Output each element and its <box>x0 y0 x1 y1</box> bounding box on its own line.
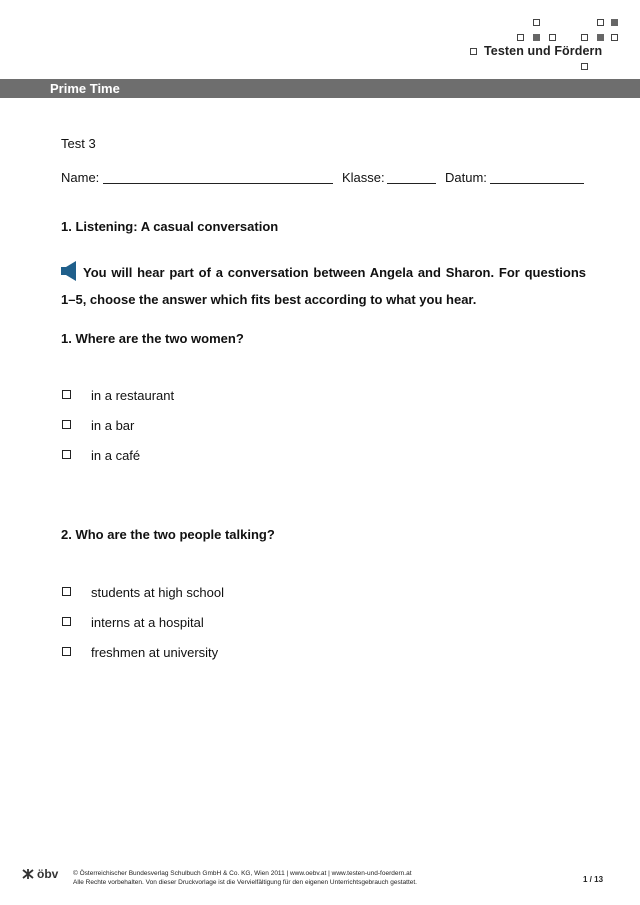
logo-text: Testen und Fördern <box>484 44 603 58</box>
speaker-icon <box>61 261 77 288</box>
name-label: Name: <box>61 170 100 185</box>
q2-option-1: students at high school <box>91 585 224 600</box>
q2-option-2: interns at a hospital <box>91 615 204 630</box>
publisher-logo <box>22 867 58 881</box>
checkbox-q1-option-3[interactable] <box>62 450 71 459</box>
test-label: Test 3 <box>61 136 96 151</box>
question-2: 2. Who are the two people talking? <box>61 527 275 542</box>
q2-option-3: freshmen at university <box>91 645 219 660</box>
class-field[interactable] <box>387 183 436 184</box>
q1-option-3: in a café <box>91 448 141 463</box>
name-field[interactable] <box>103 183 333 184</box>
publisher-logo-text: öbv <box>37 867 59 881</box>
q1-option-1: in a restaurant <box>91 388 175 403</box>
checkbox-q1-option-1[interactable] <box>62 390 71 399</box>
checkbox-q2-option-2[interactable] <box>62 617 71 626</box>
checkbox-q2-option-3[interactable] <box>62 647 71 656</box>
section-title: 1. Listening: A casual conversation <box>61 219 279 234</box>
logo-square-text-left <box>470 48 477 55</box>
publisher-logo-mark <box>22 868 34 878</box>
question-1: 1. Where are the two women? <box>61 331 244 346</box>
date-label: Datum: <box>445 170 487 185</box>
footer-copyright: © Österreichischer Bundesverlag Schulbuch GmbH & Co. KG, Wien 2011 | www.oebv.at | www.testen-und-foerdern.at <box>73 870 412 877</box>
date-field[interactable] <box>490 183 584 184</box>
header-title: Prime Time <box>50 81 120 96</box>
page-number: 1 / 13 <box>583 875 604 884</box>
class-label: Klasse: <box>342 170 385 185</box>
instruction <box>61 261 586 311</box>
checkbox-q1-option-2[interactable] <box>62 420 71 429</box>
instruction-text: You will hear part of a conversation between Angela and Sharon. For questions 1–5, choose the answer which fits best according to what you hear. <box>61 265 586 307</box>
checkbox-q2-option-1[interactable] <box>62 587 71 596</box>
q1-option-2: in a bar <box>91 418 135 433</box>
footer-rights: Alle Rechte vorbehalten. Von dieser Druckvorlage ist die Vervielfältigung für den eigenen Unterrichtsgebrauch gestattet. <box>73 879 417 886</box>
